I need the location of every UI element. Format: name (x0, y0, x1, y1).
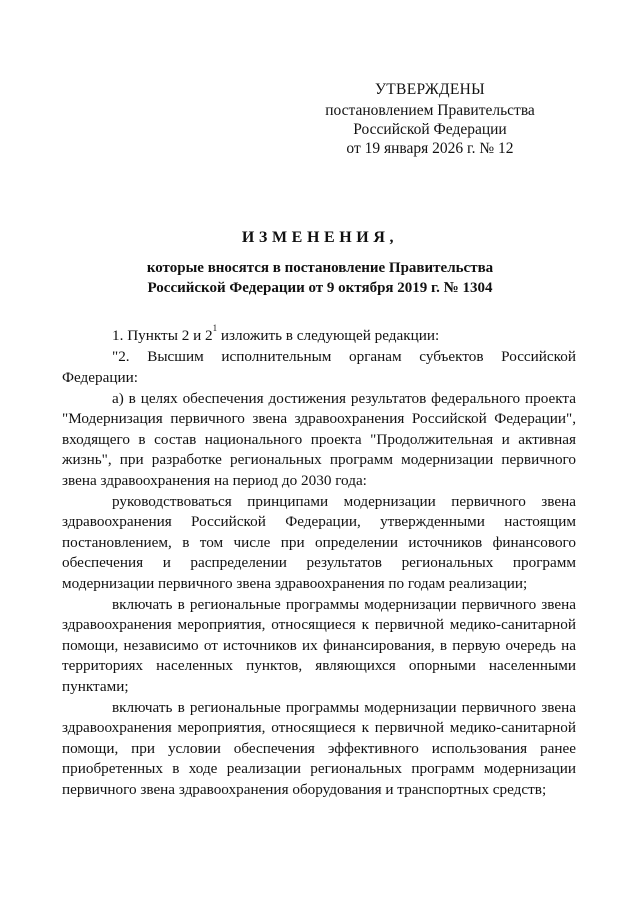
document-body (62, 323, 576, 801)
approval-line-2: Российской Федерации (353, 121, 507, 138)
paragraph-5: включать в региональные программы модернизации первичного звена здравоохранения мероприятия, относящиеся к первичной медико-санитарной помощи, независимо от источников их финансирования, в первую очередь на территориях населенных пунктов, являющихся опорными населенными пунктами; (62, 595, 576, 695)
paragraph-1-text-b: изложить в следующей редакции: (217, 327, 440, 344)
approval-line-1: постановлением Правительства (325, 102, 535, 119)
approval-line-3: от 19 января 2026 г. № 12 (346, 140, 514, 157)
approval-heading: УТВЕРЖДЕНЫ (375, 81, 485, 98)
paragraph-1-superscript: 1 (212, 323, 218, 333)
paragraph-1-text-a: 1. Пункты 2 и 2 (112, 327, 213, 344)
title-sub-line-1: которые вносятся в постановление Правительства (146, 260, 494, 276)
paragraph-1 (62, 323, 576, 347)
paragraph-2: "2. Высшим исполнительным органам субъектов Российской Федерации: (62, 348, 576, 386)
document-title (60, 228, 580, 298)
title-main: ИЗМЕНЕНИЯ, (241, 229, 399, 246)
approval-stamp (300, 80, 560, 158)
paragraph-6: включать в региональные программы модернизации первичного звена здравоохранения мероприятия, относящиеся к первичной медико-санитарной помощи, при условии обеспечения эффективного использования ранее приобретенных в ходе реализации региональных программ модернизации первичного звена здравоохранения оборудования и транспортных средств; (62, 698, 576, 798)
title-sub-line-2: Российской Федерации от 9 октября 2019 г. № 1304 (147, 280, 493, 296)
paragraph-4: руководствоваться принципами модернизации первичного звена здравоохранения Российской Федерации, утвержденными настоящим постановлением, в том числе при определении источников финансового обеспечения и распределении результатов региональных программ модернизации первичного звена здравоохранения по годам реализации; (62, 492, 576, 592)
paragraph-3: а) в целях обеспечения достижения результатов федерального проекта "Модернизация первичного звена здравоохранения Российской Федерации", входящего в состав национального проекта "Продолжительная и активная жизнь", при разработке региональных программ модернизации первичного звена здравоохранения на период до 2030 года: (62, 389, 576, 489)
